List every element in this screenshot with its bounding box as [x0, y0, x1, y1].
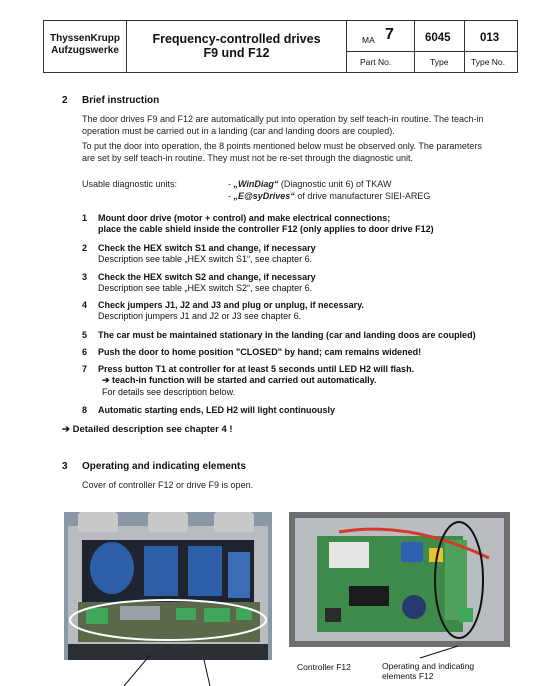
typeno-label: Type No. — [471, 57, 506, 67]
diag-label: Usable diagnostic units: — [82, 179, 178, 189]
diag2-rest: of drive manufacturer SIEI-AREG — [294, 191, 431, 201]
step-text: Press button T1 at controller for at least 5 seconds until LED H2 will flash. — [98, 364, 415, 374]
company-line2: Aufzugswerke — [51, 45, 119, 56]
step-text: Description see table „HEX switch S2“, see chapter 6. — [98, 283, 313, 293]
caption-elements-line2: elements F12 — [382, 671, 434, 681]
part-label: Part No. — [360, 57, 392, 67]
step-number: 1 — [82, 213, 88, 223]
step-number: 3 — [82, 272, 88, 282]
para2-line2: are set by self teach-in routine. They must not be re-set through the diagnostic unit. — [82, 152, 414, 163]
step-text: The car must be maintained stationary in the landing (car and landing doos are coupled) — [98, 330, 476, 340]
para1-line2: operation must be carried out in a landing (car and landing doors are coupled). — [82, 125, 395, 136]
ma-label: MA — [362, 35, 375, 45]
step-text: ➔ teach-in function will be started and carried out automatically. — [102, 375, 377, 385]
step-text: Automatic starting ends, LED H2 will light continuously — [98, 405, 336, 415]
leader-line — [420, 646, 458, 658]
step-text: Description jumpers J1 and J2 or J3 see chapter 6. — [98, 311, 302, 321]
para2-line1: To put the door into operation, the 8 points mentioned below must be observed only. The parameters — [82, 141, 482, 151]
diag1-name: „WinDiag“ — [233, 179, 279, 189]
detail-note: ➔ Detailed description see chapter 4 ! — [62, 424, 233, 435]
step-text: Check the HEX switch S2 and change, if necessary — [98, 272, 316, 282]
step-text: place the cable shield inside the controller F12 (only applies to door drive F12) — [98, 224, 434, 234]
step-number: 7 — [82, 364, 88, 374]
step-text: Mount door drive (motor + control) and make electrical connections; — [98, 213, 391, 223]
title-line1: Frequency-controlled drives — [152, 32, 321, 46]
title-line2: F9 und F12 — [203, 46, 270, 60]
caption-controller: Controller F12 — [297, 662, 351, 672]
step-text: Description see table „HEX switch S1“, see chapter 6. — [98, 254, 313, 264]
step-text: Check jumpers J1, J2 and J3 and plug or unplug, if necessary. — [98, 300, 364, 310]
type-value: 6045 — [425, 32, 451, 44]
section3-title: Operating and indicating elements — [82, 461, 246, 472]
step-number: 6 — [82, 347, 88, 357]
caption-elements-line1: Operating and indicating — [382, 661, 475, 671]
step-text: Push the door to home position "CLOSED" by hand; cam remains widened! — [98, 347, 422, 357]
ma-number: 7 — [385, 26, 394, 43]
section2-title: Brief instruction — [82, 95, 160, 106]
diag2-name: „E@syDrives“ — [233, 191, 295, 201]
leader-line — [124, 655, 150, 686]
type-label: Type — [430, 57, 449, 67]
typeno-value: 013 — [480, 32, 500, 44]
step-number: 8 — [82, 405, 88, 415]
step-number: 2 — [82, 243, 88, 253]
section2-number: 2 — [62, 95, 68, 106]
step-text: For details see description below. — [102, 387, 236, 397]
diag1-dash: - — [228, 179, 234, 189]
leader-line — [204, 660, 210, 686]
diag2-dash: - — [228, 191, 234, 201]
step-number: 5 — [82, 330, 88, 340]
company-line1: ThyssenKrupp — [49, 33, 120, 44]
step-number: 4 — [82, 300, 88, 310]
step-text: Check the HEX switch S1 and change, if necessary — [98, 243, 316, 253]
section3-number: 3 — [62, 461, 68, 472]
diag1-rest: (Diagnostic unit 6) of TKAW — [278, 179, 392, 189]
section3-text: Cover of controller F12 or drive F9 is open. — [82, 480, 254, 490]
para1-line1: The door drives F9 and F12 are automatically put into operation by self teach-in routine. The teach-in — [82, 114, 484, 124]
